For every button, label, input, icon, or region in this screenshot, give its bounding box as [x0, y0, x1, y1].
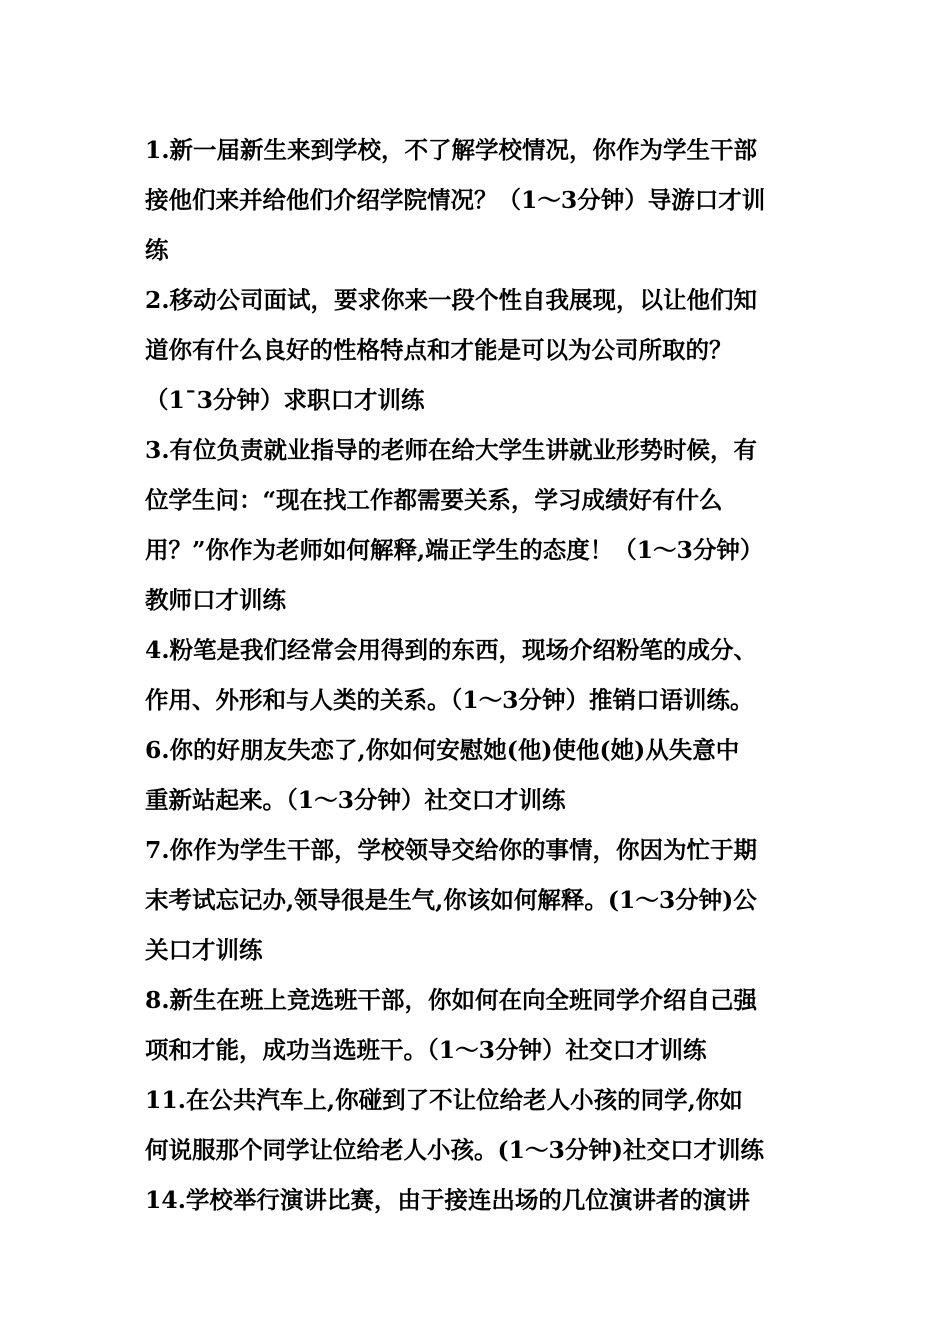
text-line: 1.新一届新生来到学校，不了解学校情况，你作为学生干部	[145, 136, 758, 164]
text-line: 末考试忘记办,领导很是生气,你该如何解释。(1～3分钟)公	[145, 886, 757, 914]
text-line: 6.你的好朋友失恋了,你如何安慰她(他)使他(她)从失意中	[145, 736, 740, 764]
text-line: 教师口才训练	[145, 586, 286, 614]
text-line: 接他们来并给他们介绍学院情况？（1～3分钟）导游口才训	[145, 186, 766, 214]
text-line: 作用、外形和与人类的关系。（1～3分钟）推销口语训练。	[145, 686, 754, 714]
text-line: 用？”你作为老师如何解释,端正学生的态度！（1～3分钟）	[145, 536, 764, 564]
text-line: 4.粉笔是我们经常会用得到的东西，现场介绍粉笔的成分、	[145, 636, 758, 664]
text-line: 7.你作为学生干部，学校领导交给你的事情，你因为忙于期	[145, 836, 758, 864]
text-line: 关口才训练	[145, 936, 263, 964]
text-line: 2.移动公司面试，要求你来一段个性自我展现，以让他们知	[145, 286, 758, 314]
text-line: （1¯3分钟）求职口才训练	[145, 386, 425, 414]
document-body	[145, 125, 815, 1225]
text-line: 11.在公共汽车上,你碰到了不让位给老人小孩的同学,你如	[145, 1086, 743, 1114]
text-line: 3.有位负责就业指导的老师在给大学生讲就业形势时候，有	[145, 436, 758, 464]
text-line: 14.学校举行演讲比赛，由于接连出场的几位演讲者的演讲	[145, 1186, 750, 1214]
text-line: 项和才能，成功当选班干。（1～3分钟）社交口才训练	[145, 1036, 707, 1064]
text-line: 8.新生在班上竞选班干部，你如何在向全班同学介绍自己强	[145, 986, 758, 1014]
text-line: 重新站起来。（1～3分钟）社交口才训练	[145, 786, 566, 814]
text-line: 何说服那个同学让位给老人小孩。(1～3分钟)社交口才训练	[145, 1136, 764, 1164]
text-line: 位学生问：“现在找工作都需要关系，学习成绩好有什么	[145, 486, 723, 514]
text-line: 道你有什么良好的性格特点和才能是可以为公司所取的？	[145, 336, 733, 364]
text-line: 练	[145, 236, 169, 264]
